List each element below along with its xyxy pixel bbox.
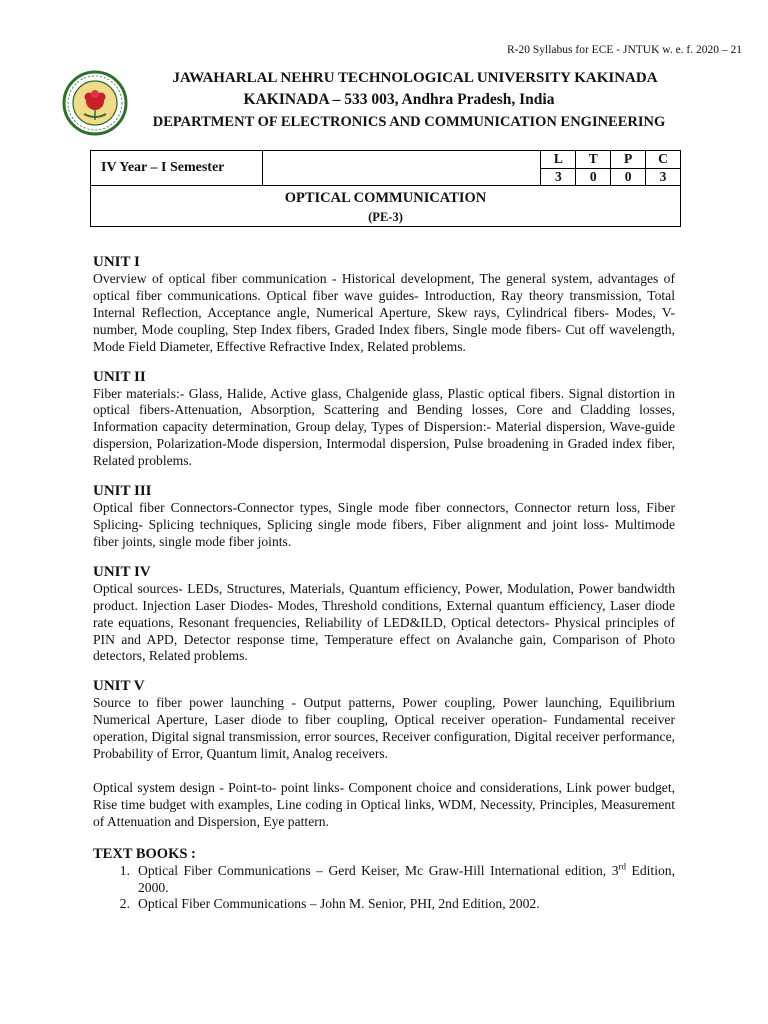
list-item <box>93 863 675 897</box>
book-text-superscript: rd <box>618 861 627 872</box>
design-section <box>93 780 675 831</box>
unit-body: Optical fiber Connectors-Connector types, Single mode fiber connectors, Connector return loss, Fiber Splicing- Splicing techniques, Splicing single mode fibers, Fiber alignment and joint loss- Multimode fiber joints, single mode fiber joints. <box>93 500 675 549</box>
syllabus-reference: R-20 Syllabus for ECE - JNTUK w. e. f. 2020 – 21 <box>507 44 742 56</box>
syllabus-content <box>93 254 675 913</box>
ltpc-value-c: 3 <box>646 168 681 186</box>
unit-section <box>93 564 675 666</box>
design-paragraph: Optical system design - Point-to- point links- Component choice and considerations, Link power budget, Rise time budget with examples, Line coding in Optical links, WDM, Necessity, Principles, Measurement of Attenuation and Dispersion, Eye pattern. <box>93 779 675 829</box>
unit-section <box>93 254 675 356</box>
table-spacer <box>263 151 541 169</box>
ltpc-value-t: 0 <box>576 168 611 186</box>
text-books-list <box>93 863 675 914</box>
unit-body: Fiber materials:- Glass, Halide, Active glass, Chalgenide glass, Plastic optical fibers. Signal distortion in optical fibers-Attenuation, Absorption, Scattering and Bending losses, Core and Cladding losses, Information capacity determination, Group delay, Types of Dispersion:- Material dispersion, Wave-guide dispersion, Polarization-Mode dispersion, Intermodal dispersion, Pulse broadening in Graded index fiber, Related problems. <box>93 385 675 469</box>
list-number: 1. <box>119 862 130 878</box>
ltpc-header-p: P <box>611 151 646 169</box>
unit-section <box>93 678 675 763</box>
unit-body: Optical sources- LEDs, Structures, Materials, Quantum efficiency, Power, Modulation, Power bandwidth product. Injection Laser Diodes- Modes, Threshold conditions, External quantum efficiency, Laser diode rate equations, Resonant frequencies, Reliability of LED&ILD, Optical detectors- Physical principles of PIN and APD, Detector response time, Temperature effect on Avalanche gain, Comparison of Photo detectors, Related problems. <box>93 580 675 664</box>
department-name: DEPARTMENT OF ELECTRONICS AND COMMUNICATION ENGINEERING <box>152 114 666 130</box>
table-spacer <box>263 168 541 186</box>
book-reference <box>138 863 675 897</box>
text-books-heading: TEXT BOOKS : <box>93 845 196 862</box>
university-address: KAKINADA – 533 003, Andhra Pradesh, India <box>243 91 555 108</box>
ltpc-value-p: 0 <box>611 168 646 186</box>
ltpc-value-l: 3 <box>541 168 576 186</box>
list-item <box>93 896 675 913</box>
course-code: (PE-3) <box>368 209 403 224</box>
unit-body: Source to fiber power launching - Output patterns, Power coupling, Power launching, Equilibrium Numerical Aperture, Laser diode to fiber coupling, Optical receiver operation- Fundamental receiver operation, Digital signal transmission, error sources, Receiver configuration, Digital receiver performance, Probability of Error, Quantum limit, Analog receivers. <box>93 695 675 762</box>
book-text: Optical Fiber Communications – John M. Senior, PHI, 2nd Edition, 2002. <box>138 896 540 912</box>
ltpc-header-t: T <box>576 151 611 169</box>
ltpc-header-c: C <box>646 151 681 169</box>
unit-title: UNIT II <box>93 368 146 385</box>
unit-title: UNIT I <box>93 254 140 270</box>
unit-body: Overview of optical fiber communication - Historical development, The general system, advantages of optical fiber communications. Optical fiber wave guides- Introduction, Ray theory transmission, Total Internal Reflection, Acceptance angle, Numerical Aperture, Skew rays, Cylindrical fibers- Modes, V-number, Mode coupling, Step Index fibers, Graded Index fibers, Single mode fibers- Cut off wavelength, Mode Field Diameter, Effective Refractive Index, Related problems. <box>93 271 675 354</box>
book-reference <box>138 896 675 913</box>
book-text: Optical Fiber Communications – Gerd Keiser, Mc Graw-Hill International edition, 3 <box>138 862 619 878</box>
course-info-table <box>90 150 681 227</box>
course-title: OPTICAL COMMUNICATION <box>284 189 487 206</box>
unit-title: UNIT III <box>93 483 152 500</box>
book-text: Edition, 2000. <box>138 862 675 895</box>
list-number: 2. <box>119 896 130 912</box>
year-semester: IV Year – I Semester <box>91 151 263 186</box>
unit-section <box>93 483 675 551</box>
unit-section <box>93 369 675 471</box>
unit-title: UNIT IV <box>93 563 151 580</box>
course-title-cell <box>91 186 681 227</box>
university-name: JAWAHARLAL NEHRU TECHNOLOGICAL UNIVERSITY KAKINADA <box>172 70 658 86</box>
ltpc-header-l: L <box>541 151 576 169</box>
unit-title: UNIT V <box>93 678 145 695</box>
